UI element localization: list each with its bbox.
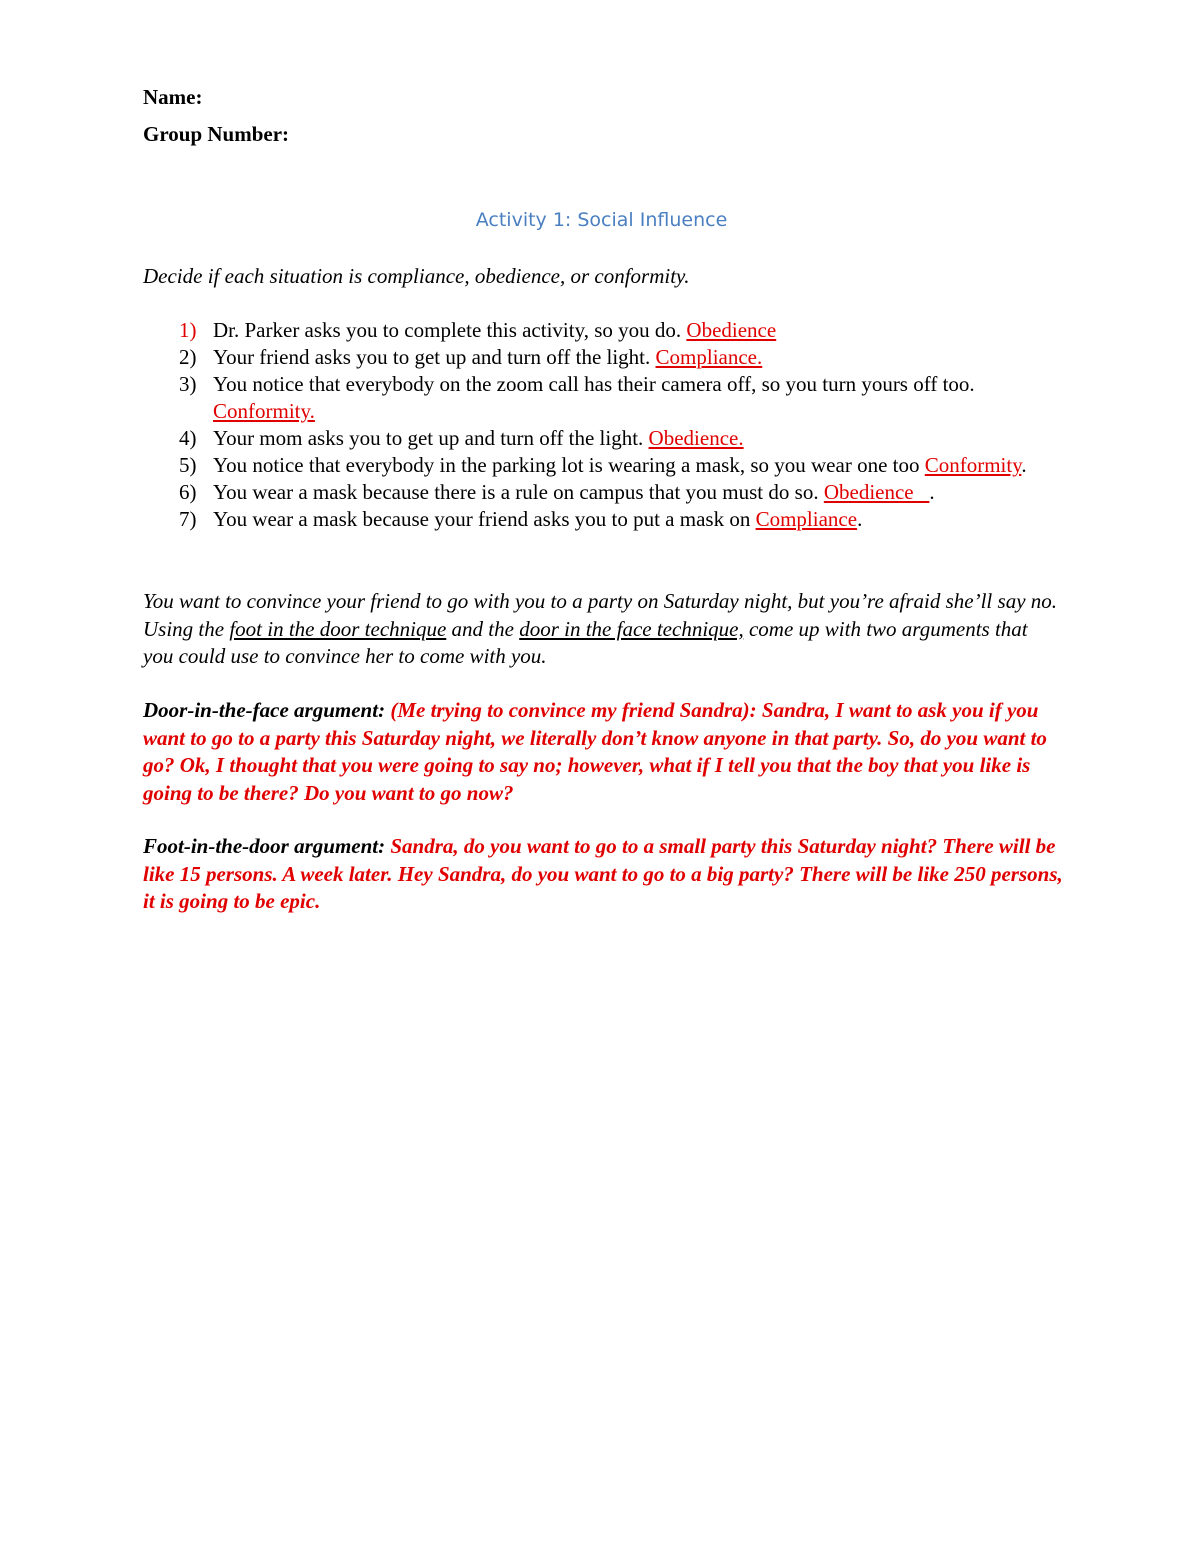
question-item xyxy=(143,479,1063,506)
question-number: 4) xyxy=(179,426,197,450)
argument-prompt xyxy=(143,588,1063,671)
argument-text: (Me trying to convince my friend Sandra): Sandra, I want to ask you if you want to go to a party this Saturday night, we literally don’t know anyone in that party. So, do you want to go? Ok, I thought that you were going to say no; however, what if I tell you that the boy that you like is going to be there? Do you want to go now? xyxy=(143,698,1047,805)
question-text: Your mom asks you to get up and turn off the light. xyxy=(213,426,649,450)
answer: Compliance. xyxy=(655,345,763,369)
argument-text: Sandra, do you want to go to a small party this Saturday night? There will be like 15 persons. A week later. Hey Sandra, do you want to go to a big party? There will be like 250 persons, it is going to be epic. xyxy=(143,834,1063,913)
question-number: 5) xyxy=(179,453,197,477)
answer-suffix: . xyxy=(857,507,863,531)
name-label: Name: xyxy=(143,85,203,109)
question-item xyxy=(143,317,1063,344)
argument-label: Door-in-the-face argument: xyxy=(143,698,391,722)
question-text: Dr. Parker asks you to complete this activity, so you do. xyxy=(213,318,687,342)
answer-suffix: . xyxy=(929,480,935,504)
question-list xyxy=(143,317,1063,533)
group-number-label: Group Number: xyxy=(143,122,290,146)
door-in-face-argument xyxy=(143,697,1063,807)
question-item xyxy=(143,425,1063,452)
foot-in-door-argument xyxy=(143,833,1063,916)
question-text: You wear a mask because there is a rule on campus that you must do so. xyxy=(213,480,824,504)
instructions: Decide if each situation is compliance, obedience, or conformity. xyxy=(143,264,690,288)
foot-in-door-term: foot in the door technique xyxy=(229,616,447,641)
question-text: You notice that everybody in the parking lot is wearing a mask, so you wear one too xyxy=(213,453,925,477)
answer: Conformity. xyxy=(213,399,315,423)
answer: Obedience xyxy=(823,480,930,504)
answer: Compliance xyxy=(755,507,858,531)
question-number: 6) xyxy=(179,480,197,504)
door-in-face-term: door in the face technique, xyxy=(519,616,744,641)
answer: Obedience. xyxy=(648,426,744,450)
question-number: 7) xyxy=(179,507,197,531)
question-text: You notice that everybody on the zoom call has their camera off, so you turn yours off too. xyxy=(213,372,975,396)
prompt-text: You want to convince your friend to go with you to a party on Saturday night, but you’re afraid she’ll say no. Using the xyxy=(143,589,1058,641)
argument-label: Foot-in-the-door argument: xyxy=(143,834,391,858)
question-text: Your friend asks you to get up and turn off the light. xyxy=(213,345,656,369)
activity-title: Activity 1: Social Influence xyxy=(475,209,728,231)
question-text: You wear a mask because your friend asks you to put a mask on xyxy=(213,507,756,531)
question-number: 3) xyxy=(179,372,197,396)
answer-suffix: . xyxy=(1021,453,1027,477)
answer: Obedience xyxy=(686,318,777,342)
question-number: 2) xyxy=(179,345,197,369)
question-item xyxy=(143,506,1063,533)
prompt-text: come up with two arguments that you could use to convince her to come with you. xyxy=(143,616,1028,668)
question-item xyxy=(143,371,1063,425)
question-item xyxy=(143,344,1063,371)
answer: Conformity xyxy=(924,453,1022,477)
question-number: 1) xyxy=(179,318,197,342)
question-item xyxy=(143,452,1063,479)
prompt-text: and the xyxy=(446,616,520,641)
